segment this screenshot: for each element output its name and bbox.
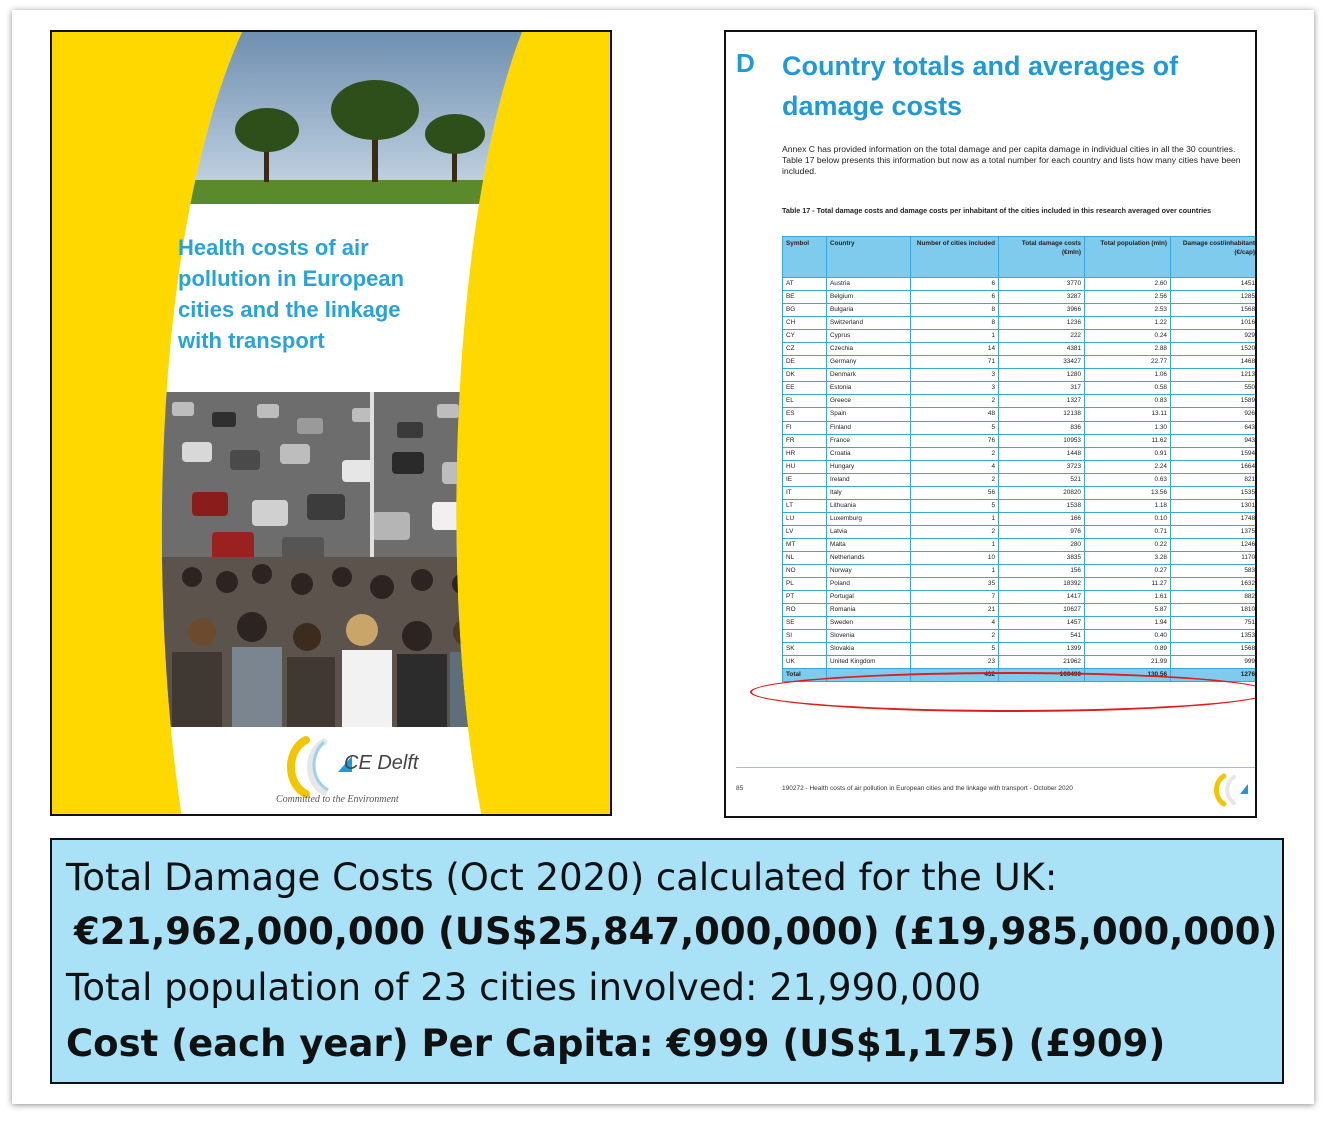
table-cell: 130.56 xyxy=(1085,669,1171,682)
table-row xyxy=(783,499,1258,512)
table-row xyxy=(783,551,1258,564)
table-cell: EE xyxy=(783,382,827,395)
table-cell: 1016 xyxy=(1171,317,1258,330)
table-cell: 1353 xyxy=(1171,630,1258,643)
table-cell: 166 xyxy=(999,512,1085,525)
table-cell: 643 xyxy=(1171,421,1258,434)
table-cell: 821 xyxy=(1171,473,1258,486)
table-cell: Greece xyxy=(827,395,911,408)
table-cell: 11.62 xyxy=(1085,434,1171,447)
table-header-row xyxy=(783,237,1258,278)
table-cell: SE xyxy=(783,617,827,630)
table-cell: 10953 xyxy=(999,434,1085,447)
table-cell: 3966 xyxy=(999,304,1085,317)
table-cell: 583 xyxy=(1171,565,1258,578)
table-cell: 0.71 xyxy=(1085,525,1171,538)
table-cell: 10627 xyxy=(999,604,1085,617)
table-cell: AT xyxy=(783,278,827,291)
table-cell: 5.87 xyxy=(1085,604,1171,617)
table-cell: 0.27 xyxy=(1085,565,1171,578)
table-cell: 21.99 xyxy=(1085,656,1171,669)
table-cell: 35 xyxy=(911,578,999,591)
table-cell: 3723 xyxy=(999,460,1085,473)
table-cell: 1 xyxy=(911,538,999,551)
table-cell: United Kingdom xyxy=(827,656,911,669)
table-cell: 5 xyxy=(911,643,999,656)
table-cell: Latvia xyxy=(827,525,911,538)
table-cell: Total xyxy=(783,669,827,682)
table-cell: 13.56 xyxy=(1085,486,1171,499)
table-cell: Belgium xyxy=(827,291,911,304)
table-cell: 2 xyxy=(911,630,999,643)
table-cell: 56 xyxy=(911,486,999,499)
table-cell: Netherlands xyxy=(827,551,911,564)
table-cell: 1246 xyxy=(1171,538,1258,551)
table-cell: DK xyxy=(783,369,827,382)
table-cell: 2 xyxy=(911,525,999,538)
table-row xyxy=(783,473,1258,486)
table-cell: CH xyxy=(783,317,827,330)
table-cell: HR xyxy=(783,447,827,460)
table-row xyxy=(783,369,1258,382)
table-cell: 21 xyxy=(911,604,999,617)
table-cell: 0.83 xyxy=(1085,395,1171,408)
table-cell: 48 xyxy=(911,408,999,421)
annex-intro-paragraph: Annex C has provided information on the total damage and per capita damage in individual cities in all the 30 countries. Table 17 below presents this information but now as a total number for each country and lists how many cities have been included. xyxy=(782,144,1241,176)
footer-divider xyxy=(736,767,1256,768)
table-cell: MT xyxy=(783,538,827,551)
table-cell: IT xyxy=(783,486,827,499)
table-cell: Hungary xyxy=(827,460,911,473)
table-row xyxy=(783,343,1258,356)
table-cell: 1.18 xyxy=(1085,499,1171,512)
table-cell: NO xyxy=(783,565,827,578)
table-cell: 2.56 xyxy=(1085,291,1171,304)
table-cell: 1535 xyxy=(1171,486,1258,499)
table-cell: 71 xyxy=(911,356,999,369)
table-row xyxy=(783,447,1258,460)
table-cell: 0.58 xyxy=(1085,382,1171,395)
table-row xyxy=(783,421,1258,434)
table-cell: IE xyxy=(783,473,827,486)
table-cell: Portugal xyxy=(827,591,911,604)
table-cell: 13.11 xyxy=(1085,408,1171,421)
table-cell: 5 xyxy=(911,421,999,434)
table-cell: Austria xyxy=(827,278,911,291)
table-row xyxy=(783,525,1258,538)
table-cell: 1468 xyxy=(1171,356,1258,369)
table-cell: 317 xyxy=(999,382,1085,395)
table-row xyxy=(783,434,1258,447)
column-header: Number of cities included xyxy=(911,237,999,278)
table-row xyxy=(783,578,1258,591)
table-cell: 2 xyxy=(911,473,999,486)
table-cell: PL xyxy=(783,578,827,591)
table-cell: 1.22 xyxy=(1085,317,1171,330)
table-row xyxy=(783,643,1258,656)
table-cell: Lithuania xyxy=(827,499,911,512)
table-row xyxy=(783,330,1258,343)
table-cell: 2.60 xyxy=(1085,278,1171,291)
table-cell: LU xyxy=(783,512,827,525)
table-row xyxy=(783,630,1258,643)
table-row xyxy=(783,291,1258,304)
uk-summary-box xyxy=(50,838,1284,1084)
table-row xyxy=(783,278,1258,291)
table-cell: BG xyxy=(783,304,827,317)
table-cell: CZ xyxy=(783,343,827,356)
table-row xyxy=(783,565,1258,578)
publisher-tagline: Committed to the Environment xyxy=(276,794,399,805)
table-cell: Romania xyxy=(827,604,911,617)
table-cell: 521 xyxy=(999,473,1085,486)
column-header: Damage cost/inhabitant (€/cap) xyxy=(1171,237,1258,278)
table-cell: Spain xyxy=(827,408,911,421)
table-cell: 976 xyxy=(999,525,1085,538)
footer-text: 190272 - Health costs of air pollution in European cities and the linkage with transport - October 2020 xyxy=(782,785,1073,792)
table-row xyxy=(783,304,1258,317)
table-cell: 2.88 xyxy=(1085,343,1171,356)
table-cell: Cyprus xyxy=(827,330,911,343)
report-cover xyxy=(50,30,612,816)
table-row xyxy=(783,317,1258,330)
table-row xyxy=(783,395,1258,408)
table-cell: Croatia xyxy=(827,447,911,460)
table-cell: 1276 xyxy=(1171,669,1258,682)
table-cell: Luxemburg xyxy=(827,512,911,525)
table-cell: Sweden xyxy=(827,617,911,630)
table-cell: 5 xyxy=(911,499,999,512)
table-row xyxy=(783,538,1258,551)
table-cell: RO xyxy=(783,604,827,617)
table-cell: 1285 xyxy=(1171,291,1258,304)
table-cell: UK xyxy=(783,656,827,669)
table-cell: 1213 xyxy=(1171,369,1258,382)
table-cell: 8 xyxy=(911,304,999,317)
table-cell: 926 xyxy=(1171,408,1258,421)
table-cell: 222 xyxy=(999,330,1085,343)
table-cell: 432 xyxy=(911,669,999,682)
table-cell: 8 xyxy=(911,317,999,330)
table-cell: 10 xyxy=(911,551,999,564)
table-cell: 21962 xyxy=(999,656,1085,669)
table-cell: 11.27 xyxy=(1085,578,1171,591)
table-cell: 23 xyxy=(911,656,999,669)
table-cell: 751 xyxy=(1171,617,1258,630)
publisher-name: CE Delft xyxy=(344,752,419,774)
table-cell: EL xyxy=(783,395,827,408)
table-cell: HU xyxy=(783,460,827,473)
table-cell: 280 xyxy=(999,538,1085,551)
table-cell: Denmark xyxy=(827,369,911,382)
table-cell: 1 xyxy=(911,512,999,525)
table-row xyxy=(783,382,1258,395)
table-row xyxy=(783,408,1258,421)
table-cell: 1451 xyxy=(1171,278,1258,291)
table-cell: LT xyxy=(783,499,827,512)
annex-letter: D xyxy=(736,48,755,78)
annex-page xyxy=(724,30,1257,818)
summary-total-cost: €21,962,000,000 (US$25,847,000,000) (£19,985,000,000) xyxy=(74,910,1278,953)
table-cell: 1448 xyxy=(999,447,1085,460)
table-cell: 929 xyxy=(1171,330,1258,343)
damage-cost-table xyxy=(782,236,1257,682)
table-cell: 0.10 xyxy=(1085,512,1171,525)
table-cell: 22.77 xyxy=(1085,356,1171,369)
table-cell: 166490 xyxy=(999,669,1085,682)
table-cell: 1236 xyxy=(999,317,1085,330)
footer-page-number: 85 xyxy=(736,785,744,792)
table-cell: 18392 xyxy=(999,578,1085,591)
table-cell: 0.40 xyxy=(1085,630,1171,643)
table-cell: Estonia xyxy=(827,382,911,395)
table-cell: 2.24 xyxy=(1085,460,1171,473)
column-header: Country xyxy=(827,237,911,278)
table-cell: 1 xyxy=(911,330,999,343)
table-cell: 2.53 xyxy=(1085,304,1171,317)
table-cell: Malta xyxy=(827,538,911,551)
table-cell: 14 xyxy=(911,343,999,356)
table-cell: FR xyxy=(783,434,827,447)
cover-artwork xyxy=(52,32,612,816)
table-row xyxy=(783,460,1258,473)
summary-heading: Total Damage Costs (Oct 2020) calculated for the UK: xyxy=(66,856,1058,899)
table-row xyxy=(783,591,1258,604)
table-cell: 0.91 xyxy=(1085,447,1171,460)
table-cell: NL xyxy=(783,551,827,564)
table-cell: 882 xyxy=(1171,591,1258,604)
table-cell: 1417 xyxy=(999,591,1085,604)
table-cell: Poland xyxy=(827,578,911,591)
table-cell: 1.94 xyxy=(1085,617,1171,630)
table-cell: Germany xyxy=(827,356,911,369)
table-cell: 1748 xyxy=(1171,512,1258,525)
table-cell: Bulgaria xyxy=(827,304,911,317)
table-row xyxy=(783,486,1258,499)
table-cell: 1568 xyxy=(1171,304,1258,317)
table-cell: 1280 xyxy=(999,369,1085,382)
table-cell: 7 xyxy=(911,591,999,604)
table-cell: 0.24 xyxy=(1085,330,1171,343)
table-row xyxy=(783,656,1258,669)
table-cell: 156 xyxy=(999,565,1085,578)
table-cell: 550 xyxy=(1171,382,1258,395)
table-cell: 3.28 xyxy=(1085,551,1171,564)
summary-per-capita: Cost (each year) Per Capita: €999 (US$1,175) (£909) xyxy=(66,1022,1166,1065)
table-cell: DE xyxy=(783,356,827,369)
table-cell: 20820 xyxy=(999,486,1085,499)
table-row xyxy=(783,617,1258,630)
table-cell: 6 xyxy=(911,291,999,304)
table-cell: 4 xyxy=(911,460,999,473)
table-row xyxy=(783,604,1258,617)
table-cell: 1810 xyxy=(1171,604,1258,617)
table-cell: France xyxy=(827,434,911,447)
table-cell: 0.89 xyxy=(1085,643,1171,656)
table-cell: Slovakia xyxy=(827,643,911,656)
table-cell: ES xyxy=(783,408,827,421)
cover-title: Health costs of air pollution in European cities and the linkage with transport xyxy=(178,235,405,353)
table-cell: 2 xyxy=(911,447,999,460)
table-cell: 1568 xyxy=(1171,643,1258,656)
table-cell: Switzerland xyxy=(827,317,911,330)
table-cell: 0.63 xyxy=(1085,473,1171,486)
table-cell: 6 xyxy=(911,278,999,291)
table-cell: 1.30 xyxy=(1085,421,1171,434)
table-cell: 943 xyxy=(1171,434,1258,447)
table-cell: 1.06 xyxy=(1085,369,1171,382)
table-cell: SI xyxy=(783,630,827,643)
table-cell: Italy xyxy=(827,486,911,499)
table-row xyxy=(783,356,1258,369)
table-cell: 1.61 xyxy=(1085,591,1171,604)
table-cell: 76 xyxy=(911,434,999,447)
table-row xyxy=(783,512,1258,525)
table-cell: 541 xyxy=(999,630,1085,643)
table-cell: 1589 xyxy=(1171,395,1258,408)
table-cell: 4381 xyxy=(999,343,1085,356)
table-cell: 1457 xyxy=(999,617,1085,630)
table-cell: 3 xyxy=(911,382,999,395)
table-cell: Finland xyxy=(827,421,911,434)
table-cell: 0.22 xyxy=(1085,538,1171,551)
table-cell: 3 xyxy=(911,369,999,382)
table-cell: 999 xyxy=(1171,656,1258,669)
table-cell: PT xyxy=(783,591,827,604)
table-cell: 1170 xyxy=(1171,551,1258,564)
table-caption: Table 17 - Total damage costs and damage costs per inhabitant of the cities included in this research averaged over countries xyxy=(782,206,1212,215)
table-cell: 1 xyxy=(911,565,999,578)
table-cell: 3770 xyxy=(999,278,1085,291)
table-cell: 1632 xyxy=(1171,578,1258,591)
uk-row-highlight-ring xyxy=(750,672,1257,712)
table-cell: Czechia xyxy=(827,343,911,356)
table-cell: BE xyxy=(783,291,827,304)
table-cell: 2 xyxy=(911,395,999,408)
table-cell: 3835 xyxy=(999,551,1085,564)
summary-population: Total population of 23 cities involved: 21,990,000 xyxy=(66,966,982,1009)
table-cell: 3287 xyxy=(999,291,1085,304)
ce-delft-small-logo-icon xyxy=(1210,772,1250,808)
table-cell: 33427 xyxy=(999,356,1085,369)
table-cell: FI xyxy=(783,421,827,434)
table-cell: 1375 xyxy=(1171,525,1258,538)
table-cell: 1520 xyxy=(1171,343,1258,356)
table-cell: 1399 xyxy=(999,643,1085,656)
table-cell: CY xyxy=(783,330,827,343)
column-header: Total population (mln) xyxy=(1085,237,1171,278)
table-cell: 836 xyxy=(999,421,1085,434)
table-cell: 1301 xyxy=(1171,499,1258,512)
column-header: Symbol xyxy=(783,237,827,278)
column-header: Total damage costs (€mln) xyxy=(999,237,1085,278)
table-cell: 12138 xyxy=(999,408,1085,421)
table-cell: LV xyxy=(783,525,827,538)
table-cell: 1594 xyxy=(1171,447,1258,460)
table-cell: Slovenia xyxy=(827,630,911,643)
table-cell: Ireland xyxy=(827,473,911,486)
table-cell: 4 xyxy=(911,617,999,630)
table-cell: 1538 xyxy=(999,499,1085,512)
table-cell: 1664 xyxy=(1171,460,1258,473)
annex-title: Country totals and averages of damage costs xyxy=(782,51,1179,121)
table-cell: Norway xyxy=(827,565,911,578)
table-cell: SK xyxy=(783,643,827,656)
table-cell: 1327 xyxy=(999,395,1085,408)
